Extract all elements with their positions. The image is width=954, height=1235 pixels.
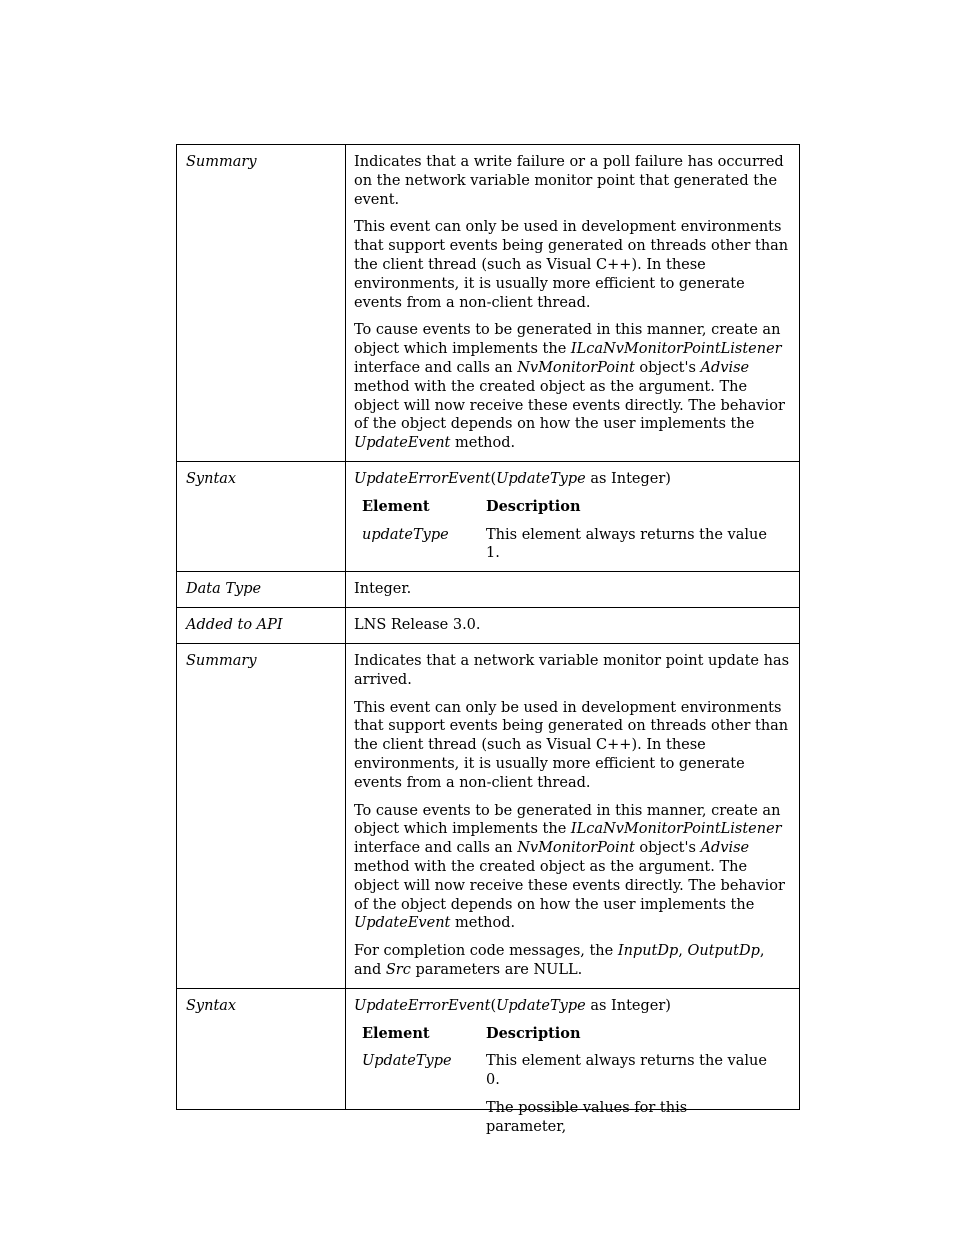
event-table-update bbox=[176, 643, 800, 1135]
summary-value bbox=[346, 145, 800, 462]
element-table bbox=[362, 498, 768, 563]
syntax-signature: UpdateErrorEvent(UpdateType as Integer) bbox=[354, 997, 671, 1014]
element-row bbox=[362, 1052, 768, 1136]
syntax-signature: UpdateErrorEvent(UpdateType as Integer) bbox=[354, 470, 671, 487]
syntax-row bbox=[177, 461, 800, 571]
summary-paragraph: This event can only be used in development environments that support events being generated on threads other than the client thread (such as Visual C++). In these environments, it is usually more efficient to generate events from a non-client thread. bbox=[354, 219, 789, 311]
syntax-label: Syntax bbox=[177, 988, 346, 1109]
summary-row bbox=[177, 644, 800, 989]
summary-paragraph: Indicates that a write failure or a poll failure has occurred on the network variable monitor point that generated the event. bbox=[354, 154, 784, 208]
added-value: LNS Release 3.0. bbox=[346, 607, 800, 643]
summary-paragraph: To cause events to be generated in this manner, create an object which implements the ILcaNvMonitorPointListener interface and calls an NvMonitorPoint object's Advise method with the created object as the argument. The object will now receive these events directly. The behavior of the object depends on how the user implements the UpdateEvent method. bbox=[354, 802, 785, 932]
syntax-value bbox=[346, 461, 800, 571]
description-header: Description bbox=[486, 497, 581, 515]
added-label: Added to API bbox=[177, 607, 346, 643]
summary-label: Summary bbox=[177, 644, 346, 989]
element-header: Element bbox=[362, 497, 430, 515]
element-name: updateType bbox=[362, 526, 449, 543]
datatype-row bbox=[177, 572, 800, 608]
element-description: This element always returns the value 1. bbox=[486, 526, 767, 562]
element-description: This element always returns the value 0. bbox=[486, 1053, 767, 1089]
datatype-value: Integer. bbox=[346, 572, 800, 608]
datatype-label: Data Type bbox=[177, 572, 346, 608]
element-description-continued: The possible values for this parameter, bbox=[486, 1099, 688, 1135]
summary-paragraph: For completion code messages, the InputDp, OutputDp, and Src parameters are NULL. bbox=[354, 943, 765, 978]
summary-paragraph: This event can only be used in development environments that support events being generated on threads other than the client thread (such as Visual C++). In these environments, it is usually more efficient to generate events from a non-client thread. bbox=[354, 699, 789, 791]
syntax-row bbox=[177, 988, 800, 1109]
element-header: Element bbox=[362, 1024, 430, 1042]
summary-paragraph: To cause events to be generated in this manner, create an object which implements the ILcaNvMonitorPointListener interface and calls an NvMonitorPoint object's Advise method with the created object as the argument. The object will now receive these events directly. The behavior of the object depends on how the user implements the UpdateEvent method. bbox=[354, 322, 785, 452]
summary-paragraph: Indicates that a network variable monitor point update has arrived. bbox=[354, 653, 790, 688]
added-row bbox=[177, 607, 800, 643]
summary-row bbox=[177, 145, 800, 462]
syntax-label: Syntax bbox=[177, 461, 346, 571]
element-row bbox=[362, 526, 768, 564]
summary-label: Summary bbox=[177, 145, 346, 462]
description-header: Description bbox=[486, 1024, 581, 1042]
event-table-update-error bbox=[176, 144, 800, 644]
summary-value bbox=[346, 644, 800, 989]
element-name: UpdateType bbox=[362, 1053, 452, 1070]
element-table bbox=[362, 1025, 768, 1137]
syntax-value bbox=[346, 988, 800, 1135]
